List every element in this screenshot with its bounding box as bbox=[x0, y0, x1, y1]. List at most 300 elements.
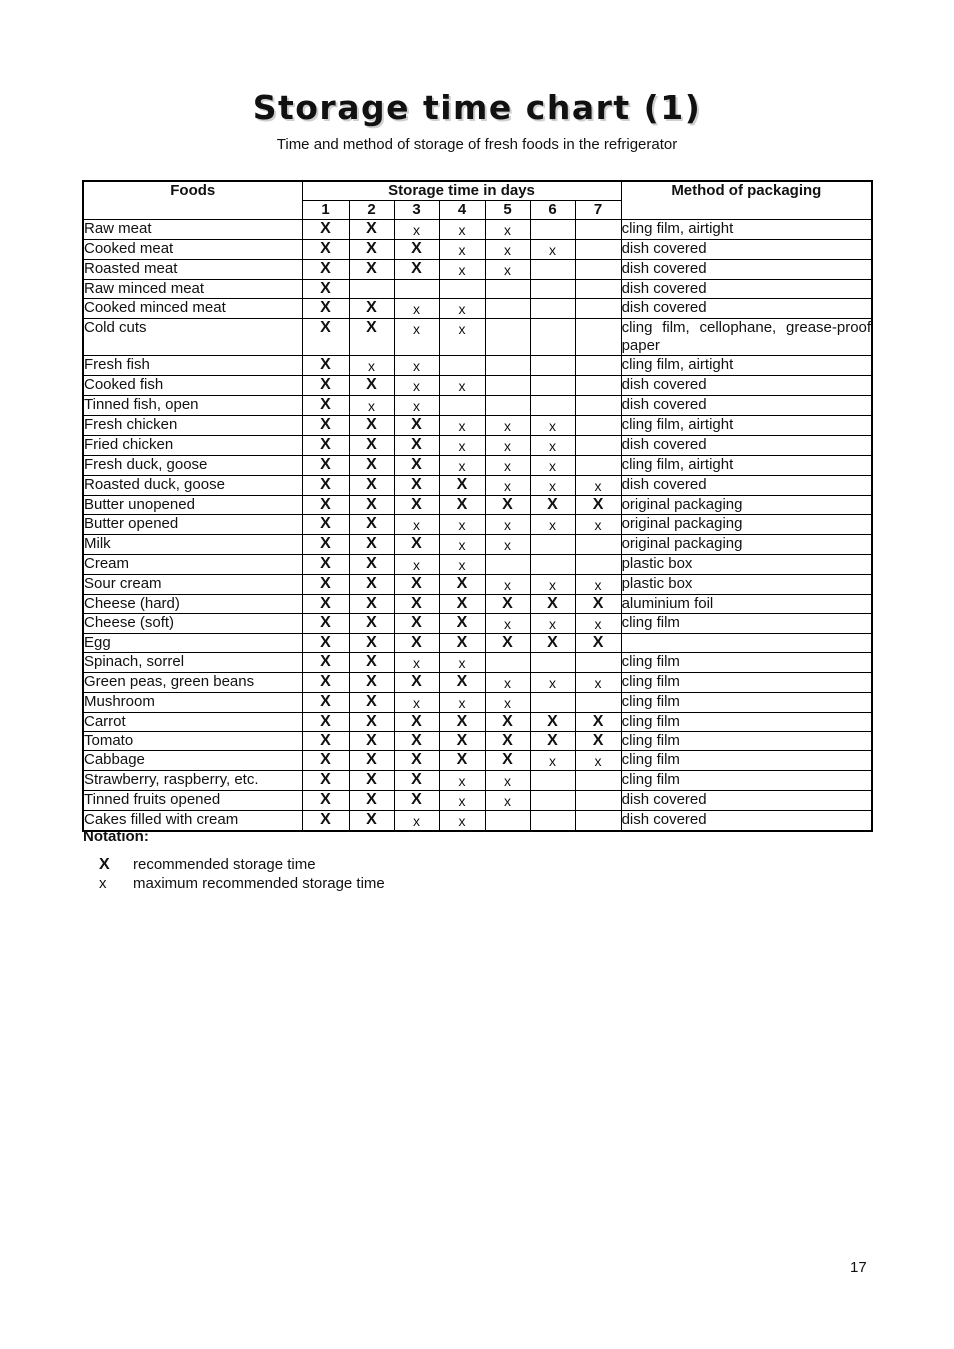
table-row bbox=[83, 634, 872, 653]
header-day-7: 7 bbox=[575, 201, 621, 220]
storage-mark-day-3: x bbox=[394, 811, 439, 832]
storage-mark-day-5 bbox=[485, 653, 530, 673]
storage-mark-day-6: x bbox=[530, 240, 575, 260]
food-name: Green peas, green beans bbox=[83, 673, 302, 693]
storage-mark-day-5: x bbox=[485, 416, 530, 436]
food-name: Butter opened bbox=[83, 515, 302, 535]
storage-mark-day-2: x bbox=[349, 356, 394, 376]
storage-mark-day-2: X bbox=[349, 220, 394, 240]
storage-mark-day-4: X bbox=[439, 732, 485, 751]
storage-mark-day-3: X bbox=[394, 771, 439, 791]
food-name: Cakes filled with cream bbox=[83, 811, 302, 832]
storage-mark-day-1: X bbox=[302, 575, 349, 595]
storage-mark-day-4: x bbox=[439, 791, 485, 811]
storage-mark-day-6 bbox=[530, 220, 575, 240]
storage-mark-day-2: X bbox=[349, 515, 394, 535]
storage-mark-day-6 bbox=[530, 260, 575, 280]
page-number: 17 bbox=[850, 1259, 867, 1276]
table-row bbox=[83, 456, 872, 476]
storage-mark-day-7: X bbox=[575, 732, 621, 751]
storage-mark-day-5: X bbox=[485, 732, 530, 751]
packaging-method: cling film, cellophane, grease-proof paper bbox=[621, 319, 872, 354]
storage-mark-day-6: x bbox=[530, 436, 575, 456]
storage-mark-day-5: x bbox=[485, 220, 530, 240]
storage-mark-day-5 bbox=[485, 299, 530, 319]
storage-mark-day-5: x bbox=[485, 771, 530, 791]
storage-mark-day-1: X bbox=[302, 436, 349, 456]
storage-mark-day-5 bbox=[485, 396, 530, 416]
storage-mark-day-6: x bbox=[530, 515, 575, 535]
packaging-method: cling film bbox=[621, 771, 872, 791]
storage-mark-day-5 bbox=[485, 356, 530, 376]
storage-mark-day-1: X bbox=[302, 614, 349, 634]
storage-mark-day-2: X bbox=[349, 299, 394, 319]
table-row bbox=[83, 713, 872, 732]
storage-mark-day-1: X bbox=[302, 319, 349, 356]
notation-item-recommended bbox=[99, 856, 316, 874]
storage-mark-day-6 bbox=[530, 693, 575, 713]
packaging-method: original packaging bbox=[621, 496, 872, 515]
storage-mark-day-2: X bbox=[349, 436, 394, 456]
storage-mark-day-7 bbox=[575, 811, 621, 832]
page-title: Storage time chart (1) bbox=[252, 88, 702, 127]
notation-symbol: X bbox=[99, 856, 110, 873]
notation-title: Notation: bbox=[83, 828, 149, 845]
storage-mark-day-7 bbox=[575, 220, 621, 240]
header-packaging: Method of packaging bbox=[621, 181, 872, 220]
packaging-method: cling film, airtight bbox=[621, 220, 872, 240]
food-name: Cabbage bbox=[83, 751, 302, 771]
storage-mark-day-5: x bbox=[485, 575, 530, 595]
storage-mark-day-6: X bbox=[530, 713, 575, 732]
storage-mark-day-7 bbox=[575, 319, 621, 356]
storage-mark-day-7 bbox=[575, 436, 621, 456]
header-day-5: 5 bbox=[485, 201, 530, 220]
food-name: Fresh chicken bbox=[83, 416, 302, 436]
storage-mark-day-3: x bbox=[394, 396, 439, 416]
storage-mark-day-1: X bbox=[302, 515, 349, 535]
storage-mark-day-3: x bbox=[394, 515, 439, 535]
storage-mark-day-6: X bbox=[530, 496, 575, 515]
storage-mark-day-3: x bbox=[394, 653, 439, 673]
storage-mark-day-3: X bbox=[394, 595, 439, 614]
packaging-method: cling film, airtight bbox=[621, 356, 872, 376]
storage-mark-day-4 bbox=[439, 356, 485, 376]
storage-mark-day-7 bbox=[575, 653, 621, 673]
storage-mark-day-4: X bbox=[439, 476, 485, 496]
table-row bbox=[83, 515, 872, 535]
table-body bbox=[83, 220, 872, 832]
storage-mark-day-4: X bbox=[439, 496, 485, 515]
storage-mark-day-4: x bbox=[439, 220, 485, 240]
storage-mark-day-6 bbox=[530, 555, 575, 575]
page-subtitle: Time and method of storage of fresh foods in the refrigerator bbox=[276, 136, 678, 153]
storage-mark-day-4: x bbox=[439, 515, 485, 535]
table-row bbox=[83, 416, 872, 436]
table-row bbox=[83, 220, 872, 240]
storage-mark-day-4: x bbox=[439, 240, 485, 260]
table-row bbox=[83, 376, 872, 396]
storage-mark-day-4: X bbox=[439, 673, 485, 693]
food-name: Cheese (soft) bbox=[83, 614, 302, 634]
packaging-method: cling film, airtight bbox=[621, 456, 872, 476]
storage-mark-day-3: X bbox=[394, 732, 439, 751]
storage-mark-day-6: x bbox=[530, 614, 575, 634]
storage-mark-day-2: X bbox=[349, 319, 394, 356]
storage-mark-day-3: X bbox=[394, 436, 439, 456]
food-name: Spinach, sorrel bbox=[83, 653, 302, 673]
storage-mark-day-5 bbox=[485, 319, 530, 356]
storage-mark-day-4: X bbox=[439, 614, 485, 634]
storage-mark-day-2: X bbox=[349, 260, 394, 280]
storage-mark-day-3: x bbox=[394, 555, 439, 575]
storage-mark-day-5: x bbox=[485, 693, 530, 713]
storage-mark-day-5: x bbox=[485, 791, 530, 811]
storage-mark-day-2: X bbox=[349, 791, 394, 811]
storage-mark-day-2: X bbox=[349, 811, 394, 832]
storage-mark-day-6 bbox=[530, 791, 575, 811]
packaging-method bbox=[621, 634, 872, 653]
storage-mark-day-4 bbox=[439, 280, 485, 299]
storage-mark-day-3: X bbox=[394, 791, 439, 811]
food-name: Cooked minced meat bbox=[83, 299, 302, 319]
storage-mark-day-6 bbox=[530, 396, 575, 416]
storage-mark-day-3: X bbox=[394, 751, 439, 771]
storage-mark-day-5: x bbox=[485, 515, 530, 535]
storage-mark-day-4: x bbox=[439, 693, 485, 713]
storage-mark-day-3: X bbox=[394, 260, 439, 280]
packaging-method: plastic box bbox=[621, 555, 872, 575]
storage-mark-day-4: x bbox=[439, 436, 485, 456]
storage-mark-day-2: X bbox=[349, 456, 394, 476]
table-row bbox=[83, 476, 872, 496]
storage-mark-day-2: x bbox=[349, 396, 394, 416]
storage-mark-day-2: X bbox=[349, 496, 394, 515]
packaging-method: cling film bbox=[621, 732, 872, 751]
storage-mark-day-2: X bbox=[349, 416, 394, 436]
storage-mark-day-4: x bbox=[439, 376, 485, 396]
storage-mark-day-2: X bbox=[349, 713, 394, 732]
food-name: Fresh fish bbox=[83, 356, 302, 376]
storage-mark-day-7 bbox=[575, 260, 621, 280]
table-row bbox=[83, 396, 872, 416]
table-row bbox=[83, 436, 872, 456]
storage-mark-day-2: X bbox=[349, 673, 394, 693]
storage-mark-day-5 bbox=[485, 280, 530, 299]
storage-mark-day-7: x bbox=[575, 476, 621, 496]
storage-mark-day-5: X bbox=[485, 496, 530, 515]
storage-mark-day-1: X bbox=[302, 260, 349, 280]
storage-mark-day-1: X bbox=[302, 535, 349, 555]
table-row bbox=[83, 496, 872, 515]
storage-mark-day-4: X bbox=[439, 595, 485, 614]
storage-mark-day-7: x bbox=[575, 614, 621, 634]
table-row bbox=[83, 299, 872, 319]
storage-mark-day-3: X bbox=[394, 535, 439, 555]
packaging-method: dish covered bbox=[621, 376, 872, 396]
storage-mark-day-6: X bbox=[530, 732, 575, 751]
packaging-method: aluminium foil bbox=[621, 595, 872, 614]
storage-mark-day-3: x bbox=[394, 319, 439, 356]
storage-mark-day-3: X bbox=[394, 634, 439, 653]
table-row bbox=[83, 535, 872, 555]
storage-mark-day-6: x bbox=[530, 456, 575, 476]
storage-mark-day-6 bbox=[530, 771, 575, 791]
packaging-method: dish covered bbox=[621, 260, 872, 280]
food-name: Raw minced meat bbox=[83, 280, 302, 299]
storage-mark-day-6: X bbox=[530, 595, 575, 614]
storage-mark-day-1: X bbox=[302, 555, 349, 575]
storage-mark-day-7: X bbox=[575, 634, 621, 653]
header-day-1: 1 bbox=[302, 201, 349, 220]
storage-mark-day-4: x bbox=[439, 811, 485, 832]
food-name: Butter unopened bbox=[83, 496, 302, 515]
storage-mark-day-6 bbox=[530, 280, 575, 299]
packaging-method: cling film bbox=[621, 693, 872, 713]
header-storage-time: Storage time in days bbox=[302, 181, 621, 201]
table-row bbox=[83, 751, 872, 771]
table-row bbox=[83, 319, 872, 356]
table-row bbox=[83, 732, 872, 751]
food-name: Cooked meat bbox=[83, 240, 302, 260]
storage-mark-day-2: X bbox=[349, 634, 394, 653]
storage-mark-day-7 bbox=[575, 693, 621, 713]
storage-mark-day-4: x bbox=[439, 456, 485, 476]
storage-mark-day-4: X bbox=[439, 575, 485, 595]
storage-mark-day-5: x bbox=[485, 476, 530, 496]
packaging-method: cling film, airtight bbox=[621, 416, 872, 436]
notation-text: recommended storage time bbox=[133, 856, 316, 873]
notation-item-maximum bbox=[99, 875, 385, 892]
packaging-method: dish covered bbox=[621, 791, 872, 811]
storage-mark-day-3: x bbox=[394, 220, 439, 240]
packaging-method: cling film bbox=[621, 751, 872, 771]
packaging-method: dish covered bbox=[621, 396, 872, 416]
storage-mark-day-2: X bbox=[349, 535, 394, 555]
storage-mark-day-2: X bbox=[349, 653, 394, 673]
storage-mark-day-6 bbox=[530, 299, 575, 319]
storage-mark-day-2: X bbox=[349, 376, 394, 396]
storage-mark-day-2: X bbox=[349, 614, 394, 634]
storage-mark-day-4: x bbox=[439, 416, 485, 436]
table-row bbox=[83, 280, 872, 299]
food-name: Roasted meat bbox=[83, 260, 302, 280]
storage-mark-day-3: x bbox=[394, 693, 439, 713]
storage-mark-day-7 bbox=[575, 535, 621, 555]
storage-mark-day-7: x bbox=[575, 575, 621, 595]
food-name: Carrot bbox=[83, 713, 302, 732]
storage-mark-day-7 bbox=[575, 240, 621, 260]
storage-mark-day-5 bbox=[485, 376, 530, 396]
food-name: Cheese (hard) bbox=[83, 595, 302, 614]
storage-mark-day-7 bbox=[575, 456, 621, 476]
storage-mark-day-7: X bbox=[575, 496, 621, 515]
storage-mark-day-4: x bbox=[439, 319, 485, 356]
packaging-method: dish covered bbox=[621, 476, 872, 496]
storage-mark-day-2: X bbox=[349, 575, 394, 595]
storage-mark-day-7: X bbox=[575, 713, 621, 732]
storage-mark-day-3: X bbox=[394, 614, 439, 634]
storage-mark-day-7 bbox=[575, 396, 621, 416]
storage-mark-day-7 bbox=[575, 771, 621, 791]
packaging-method: dish covered bbox=[621, 436, 872, 456]
storage-mark-day-7: x bbox=[575, 515, 621, 535]
storage-mark-day-3: X bbox=[394, 476, 439, 496]
storage-mark-day-5: x bbox=[485, 436, 530, 456]
storage-mark-day-6: x bbox=[530, 416, 575, 436]
table-row bbox=[83, 575, 872, 595]
storage-mark-day-6 bbox=[530, 535, 575, 555]
storage-mark-day-6: x bbox=[530, 575, 575, 595]
table-row bbox=[83, 260, 872, 280]
packaging-method: plastic box bbox=[621, 575, 872, 595]
storage-mark-day-1: X bbox=[302, 240, 349, 260]
header-day-2: 2 bbox=[349, 201, 394, 220]
storage-mark-day-6 bbox=[530, 653, 575, 673]
storage-mark-day-4: x bbox=[439, 771, 485, 791]
storage-mark-day-5: x bbox=[485, 614, 530, 634]
storage-mark-day-7 bbox=[575, 416, 621, 436]
food-name: Roasted duck, goose bbox=[83, 476, 302, 496]
storage-mark-day-1: X bbox=[302, 751, 349, 771]
storage-mark-day-5: X bbox=[485, 751, 530, 771]
storage-mark-day-1: X bbox=[302, 713, 349, 732]
storage-mark-day-4: X bbox=[439, 751, 485, 771]
storage-mark-day-3: X bbox=[394, 575, 439, 595]
storage-mark-day-6: x bbox=[530, 751, 575, 771]
storage-mark-day-4: x bbox=[439, 260, 485, 280]
food-name: Mushroom bbox=[83, 693, 302, 713]
storage-mark-day-1: X bbox=[302, 280, 349, 299]
storage-mark-day-3: x bbox=[394, 299, 439, 319]
storage-mark-day-4: X bbox=[439, 713, 485, 732]
storage-mark-day-1: X bbox=[302, 476, 349, 496]
storage-mark-day-2: X bbox=[349, 555, 394, 575]
storage-mark-day-1: X bbox=[302, 456, 349, 476]
storage-mark-day-6 bbox=[530, 376, 575, 396]
food-name: Tomato bbox=[83, 732, 302, 751]
storage-mark-day-2: X bbox=[349, 476, 394, 496]
storage-mark-day-3: X bbox=[394, 416, 439, 436]
food-name: Fresh duck, goose bbox=[83, 456, 302, 476]
table-row bbox=[83, 240, 872, 260]
food-name: Egg bbox=[83, 634, 302, 653]
storage-mark-day-3: x bbox=[394, 356, 439, 376]
storage-mark-day-3 bbox=[394, 280, 439, 299]
storage-mark-day-4: X bbox=[439, 634, 485, 653]
food-name: Cold cuts bbox=[83, 319, 302, 356]
storage-mark-day-3: X bbox=[394, 713, 439, 732]
table-row bbox=[83, 673, 872, 693]
storage-mark-day-1: X bbox=[302, 771, 349, 791]
storage-mark-day-2 bbox=[349, 280, 394, 299]
storage-mark-day-2: X bbox=[349, 732, 394, 751]
storage-mark-day-1: X bbox=[302, 791, 349, 811]
table-row bbox=[83, 791, 872, 811]
table-row bbox=[83, 771, 872, 791]
storage-mark-day-7 bbox=[575, 791, 621, 811]
packaging-method: dish covered bbox=[621, 280, 872, 299]
table-row bbox=[83, 811, 872, 832]
storage-mark-day-7: X bbox=[575, 595, 621, 614]
storage-mark-day-1: X bbox=[302, 299, 349, 319]
packaging-method: dish covered bbox=[621, 811, 872, 832]
storage-mark-day-6: x bbox=[530, 673, 575, 693]
food-name: Milk bbox=[83, 535, 302, 555]
storage-mark-day-1: X bbox=[302, 356, 349, 376]
storage-mark-day-1: X bbox=[302, 653, 349, 673]
packaging-method: cling film bbox=[621, 713, 872, 732]
storage-mark-day-7: x bbox=[575, 751, 621, 771]
storage-mark-day-3: X bbox=[394, 456, 439, 476]
storage-mark-day-2: X bbox=[349, 771, 394, 791]
table-row bbox=[83, 595, 872, 614]
header-day-3: 3 bbox=[394, 201, 439, 220]
table-row bbox=[83, 653, 872, 673]
packaging-method: cling film bbox=[621, 673, 872, 693]
storage-mark-day-1: X bbox=[302, 496, 349, 515]
storage-mark-day-7 bbox=[575, 555, 621, 575]
storage-mark-day-1: X bbox=[302, 673, 349, 693]
storage-mark-day-1: X bbox=[302, 220, 349, 240]
storage-time-table bbox=[82, 180, 873, 832]
header-foods: Foods bbox=[83, 181, 302, 220]
storage-mark-day-1: X bbox=[302, 634, 349, 653]
header-day-4: 4 bbox=[439, 201, 485, 220]
storage-mark-day-4: x bbox=[439, 555, 485, 575]
food-name: Fried chicken bbox=[83, 436, 302, 456]
header-day-6: 6 bbox=[530, 201, 575, 220]
food-name: Strawberry, raspberry, etc. bbox=[83, 771, 302, 791]
packaging-method: cling film bbox=[621, 614, 872, 634]
storage-mark-day-1: X bbox=[302, 396, 349, 416]
storage-mark-day-4 bbox=[439, 396, 485, 416]
storage-mark-day-4: x bbox=[439, 299, 485, 319]
storage-mark-day-1: X bbox=[302, 732, 349, 751]
notation-symbol: x bbox=[99, 875, 107, 892]
storage-mark-day-2: X bbox=[349, 693, 394, 713]
food-name: Tinned fruits opened bbox=[83, 791, 302, 811]
food-name: Cream bbox=[83, 555, 302, 575]
storage-mark-day-5: X bbox=[485, 634, 530, 653]
storage-mark-day-7 bbox=[575, 356, 621, 376]
packaging-method: dish covered bbox=[621, 240, 872, 260]
food-name: Raw meat bbox=[83, 220, 302, 240]
storage-mark-day-5: x bbox=[485, 535, 530, 555]
food-name: Tinned fish, open bbox=[83, 396, 302, 416]
storage-mark-day-2: X bbox=[349, 595, 394, 614]
storage-mark-day-5: X bbox=[485, 595, 530, 614]
notation-text: maximum recommended storage time bbox=[133, 875, 385, 892]
storage-mark-day-1: X bbox=[302, 693, 349, 713]
storage-mark-day-5: X bbox=[485, 713, 530, 732]
table-row bbox=[83, 555, 872, 575]
packaging-method: original packaging bbox=[621, 535, 872, 555]
storage-mark-day-5 bbox=[485, 555, 530, 575]
storage-mark-day-4: x bbox=[439, 653, 485, 673]
storage-mark-day-3: x bbox=[394, 376, 439, 396]
food-name: Cooked fish bbox=[83, 376, 302, 396]
table-row bbox=[83, 693, 872, 713]
storage-mark-day-6 bbox=[530, 356, 575, 376]
table-row bbox=[83, 356, 872, 376]
storage-mark-day-1: X bbox=[302, 376, 349, 396]
storage-mark-day-7 bbox=[575, 280, 621, 299]
packaging-method: cling film bbox=[621, 653, 872, 673]
storage-mark-day-3: X bbox=[394, 673, 439, 693]
storage-mark-day-2: X bbox=[349, 751, 394, 771]
storage-mark-day-7 bbox=[575, 376, 621, 396]
